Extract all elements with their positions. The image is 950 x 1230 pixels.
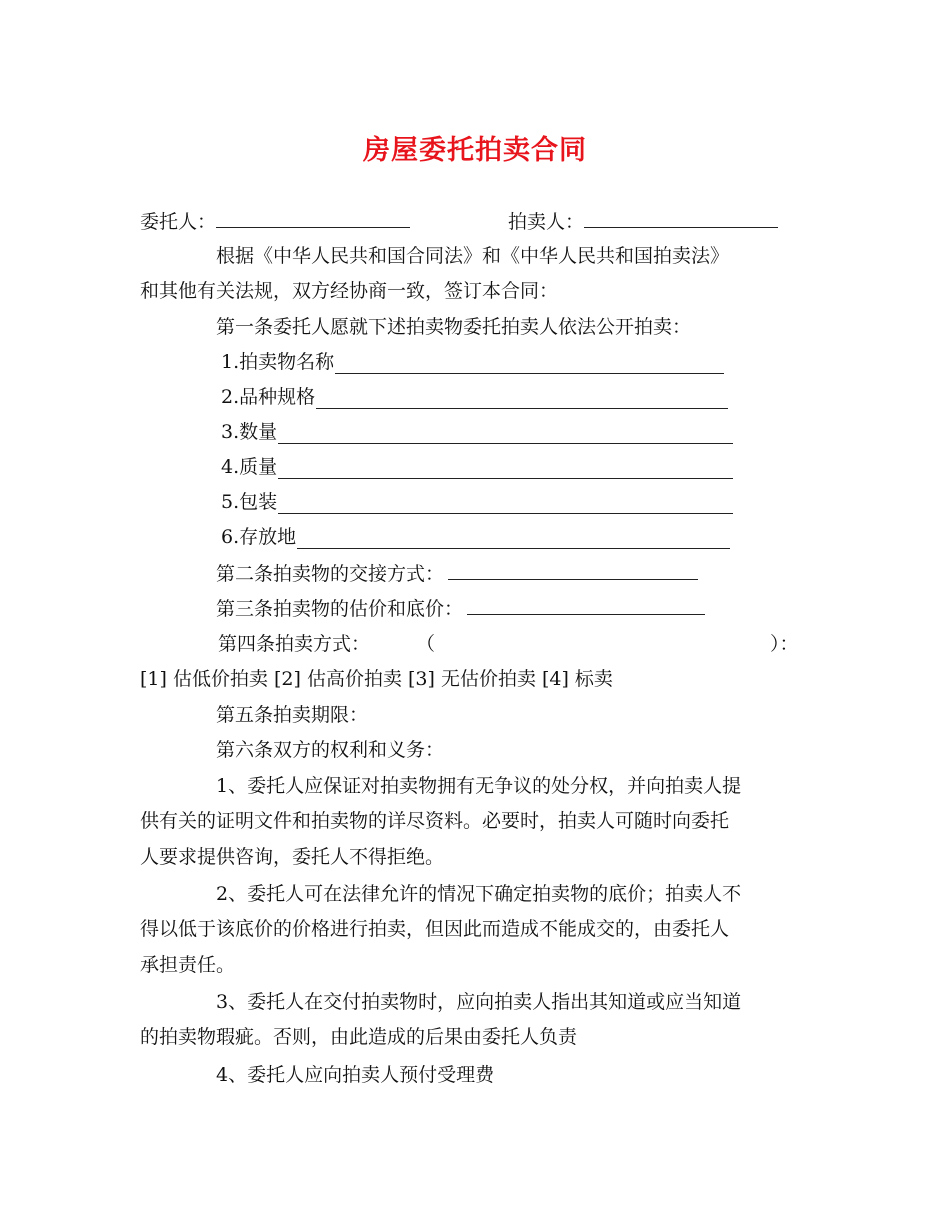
article4-open-paren: （ [416, 633, 436, 655]
item-packaging-field [221, 490, 733, 514]
article3-field [216, 596, 705, 621]
item-blank[interactable] [335, 355, 724, 374]
valuation-blank[interactable] [467, 596, 705, 615]
article6-heading: 第六条双方的权利和义务： [216, 739, 445, 761]
clause2-line: 承担责任。 [140, 954, 236, 976]
auctioneer-label: 拍卖人： [508, 211, 585, 233]
article4-close-paren: ）： [770, 633, 799, 655]
clause1-line: 供有关的证明文件和拍卖物的详尽资料。必要时，拍卖人可随时向委托 [140, 810, 730, 832]
auction-method-options: [1] 估低价拍卖 [2] 估高价拍卖 [3] 无估价拍卖 [4] 标卖 [140, 668, 613, 690]
document-title: 房屋委托拍卖合同 [363, 135, 587, 166]
clause3-line: 3、委托人在交付拍卖物时，应向拍卖人指出其知道或应当知道 [216, 991, 742, 1013]
article1-heading: 第一条委托人愿就下述拍卖物委托拍卖人依法公开拍卖： [216, 316, 692, 338]
article2-field [216, 561, 698, 586]
item-label: 1.拍卖物名称 [221, 351, 335, 373]
article2-label: 第二条拍卖物的交接方式： [216, 563, 445, 585]
article4-label: 第四条拍卖方式： [218, 633, 371, 655]
item-label: 4.质量 [221, 456, 278, 478]
clause1-line: 1、委托人应保证对拍卖物拥有无争议的处分权，并向拍卖人提 [216, 775, 742, 797]
item-label: 5.包装 [221, 491, 278, 513]
item-blank[interactable] [316, 390, 728, 409]
client-blank[interactable] [216, 209, 410, 228]
item-quantity-field [221, 420, 733, 444]
item-storage-field [221, 525, 730, 549]
clause4-line: 4、委托人应向拍卖人预付受理费 [216, 1064, 495, 1086]
clause2-line: 2、委托人可在法律允许的情况下确定拍卖物的底价；拍卖人不 [216, 883, 742, 905]
item-blank[interactable] [278, 425, 733, 444]
item-quality-field [221, 455, 733, 479]
auctioneer-field [508, 209, 778, 234]
client-field [140, 209, 410, 234]
item-label: 6.存放地 [221, 526, 297, 548]
clause3-line: 的拍卖物瑕疵。否则，由此造成的后果由委托人负责 [140, 1026, 578, 1048]
auction-method-input[interactable] [432, 632, 762, 656]
client-label: 委托人： [140, 211, 217, 233]
item-name-field [221, 350, 724, 374]
item-label: 2.品种规格 [221, 386, 316, 408]
clause2-line: 得以低于该底价的价格进行拍卖，但因此而造成不能成交的，由委托人 [140, 918, 730, 940]
auctioneer-blank[interactable] [584, 209, 778, 228]
clause1-line: 人要求提供咨询，委托人不得拒绝。 [140, 846, 445, 868]
handover-blank[interactable] [448, 561, 698, 580]
preamble-line-1: 根据《中华人民共和国合同法》和《中华人民共和国拍卖法》 [216, 245, 730, 267]
item-label: 3.数量 [221, 421, 278, 443]
article3-label: 第三条拍卖物的估价和底价： [216, 598, 464, 620]
item-spec-field [221, 385, 728, 409]
item-blank[interactable] [297, 530, 730, 549]
article5-label: 第五条拍卖期限： [216, 704, 369, 726]
item-blank[interactable] [278, 460, 733, 479]
item-blank[interactable] [278, 495, 733, 514]
preamble-line-2: 和其他有关法规，双方经协商一致，签订本合同： [140, 280, 559, 302]
